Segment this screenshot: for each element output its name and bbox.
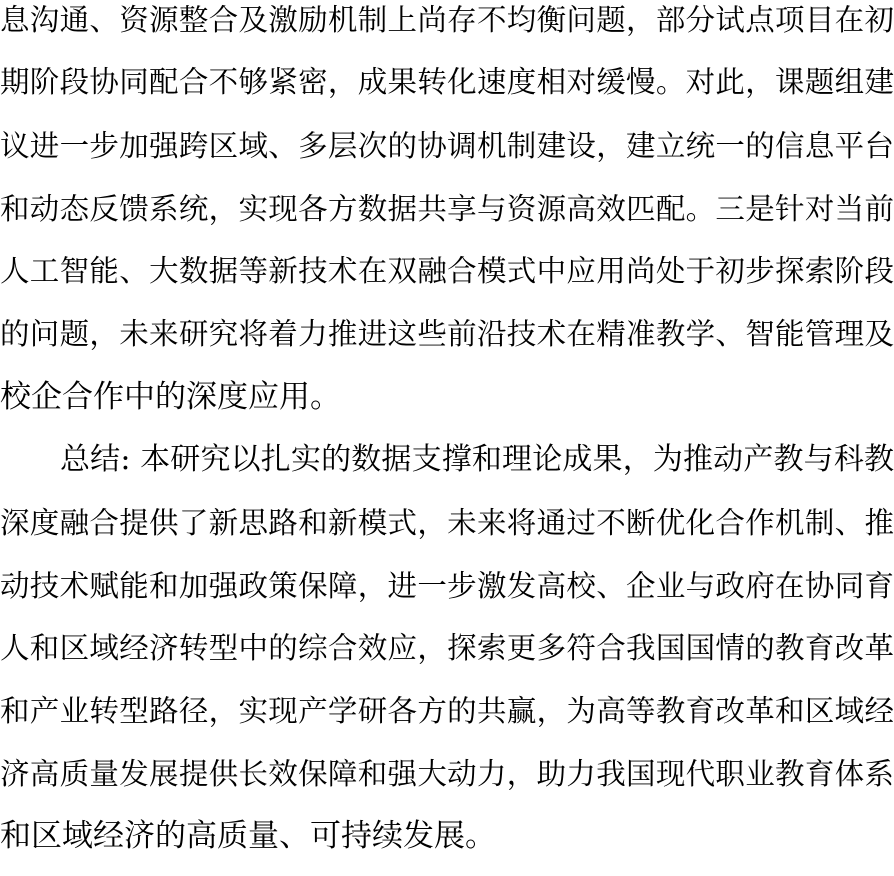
text-line: 济高质量发展提供长效保障和强大动力，助力我国现代职业教育体系	[0, 757, 894, 791]
text-line: 人工智能、大数据等新技术在双融合模式中应用尚处于初步探索阶段	[0, 254, 894, 288]
text-line: 和区域经济的高质量、可持续发展。	[0, 818, 496, 854]
text-line: 议进一步加强跨区域、多层次的协调机制建设，建立统一的信息平台	[0, 129, 894, 163]
text-line: 息沟通、资源整合及激励机制上尚存不均衡问题，部分试点项目在初	[0, 3, 894, 37]
text-line: 动技术赋能和加强政策保障，进一步激发高校、企业与政府在协同育	[0, 569, 894, 603]
text-line: 总结: 本研究以扎实的数据支撑和理论成果，为推动产教与科教	[60, 442, 894, 477]
text-line: 期阶段协同配合不够紧密，成果转化速度相对缓慢。对此，课题组建	[0, 65, 894, 99]
text-line: 和产业转型路径，实现产学研各方的共赢，为高等教育改革和区域经	[0, 694, 894, 728]
text-line: 校企合作中的深度应用。	[0, 379, 341, 415]
text-line: 和动态反馈系统，实现各方数据共享与资源高效匹配。三是针对当前	[0, 192, 894, 226]
text-line: 的问题，未来研究将着力推进这些前沿技术在精准教学、智能管理及	[0, 317, 894, 351]
text-line: 人和区域经济转型中的综合效应，探索更多符合我国国情的教育改革	[0, 631, 894, 665]
text-line: 深度融合提供了新思路和新模式，未来将通过不断优化合作机制、推	[0, 506, 894, 540]
